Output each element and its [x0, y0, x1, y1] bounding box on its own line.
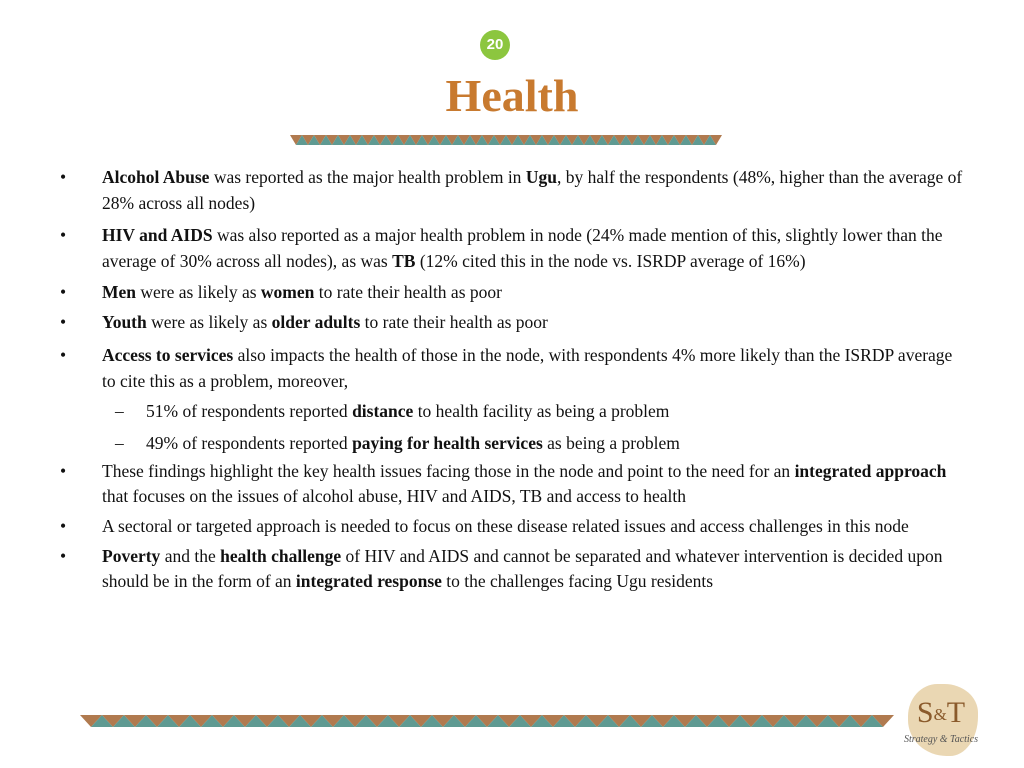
bullet-marker: • — [60, 461, 67, 481]
sub-bullet-paying: – 49% of respondents reported paying for health services as being a problem — [60, 430, 970, 456]
bullet-access-to-services: • Access to services also impacts the health of those in the node, with respondents 4% more likely than the ISRDP average to cite this as a problem, moreover, — [60, 342, 970, 394]
sub-bullet-distance: – 51% of respondents reported distance to health facility as being a problem — [60, 398, 970, 424]
decorative-triangle-band-bottom — [80, 715, 902, 729]
logo-mark: S&T — [916, 696, 966, 729]
alcohol-abuse-label: Alcohol Abuse — [102, 167, 210, 187]
bullet-sectoral-approach: • A sectoral or targeted approach is needed to focus on these disease related issues and access challenges in this node — [60, 514, 970, 539]
bullet-marker: • — [60, 167, 67, 187]
bullet-findings: • These findings highlight the key health issues facing those in the node and point to the need for an integrated approach that focuses on the issues of alcohol abuse, HIV and AIDS, TB and access to health — [60, 461, 947, 506]
slide-number-badge: 20 — [480, 30, 510, 60]
logo-tagline: Strategy & Tactics — [903, 734, 979, 745]
bullet-marker: • — [60, 312, 67, 332]
bullet-men: • Men were as likely as women to rate their health as poor — [60, 279, 970, 305]
bullet-marker: • — [60, 225, 67, 245]
bullet-marker: • — [60, 282, 67, 302]
bullet-youth: • Youth were as likely as older adults to rate their health as poor — [60, 309, 970, 335]
hiv-aids-label: HIV and AIDS — [102, 225, 213, 245]
dash-marker: – — [115, 401, 124, 421]
bullet-marker: • — [60, 345, 67, 365]
bullet-marker: • — [60, 546, 67, 566]
slide-title: Health — [445, 70, 579, 121]
bullet-marker: • — [60, 516, 67, 536]
bullet-alcohol-abuse: • Alcohol Abuse was reported as the major health problem in Ugu, by half the respondents (48%, higher than the average of 28% across all nodes) — [60, 164, 970, 216]
bullet-hiv-aids: • HIV and AIDS was also reported as a major health problem in node (24% made mention of this, slightly lower than the average of 30% across all nodes), as was TB (12% cited this in the node vs. ISRDP average of 16%) — [60, 222, 970, 274]
dash-marker: – — [115, 433, 124, 453]
company-logo — [886, 684, 996, 760]
slide-content — [60, 164, 970, 594]
bullet-poverty: • Poverty and the health challenge of HIV and AIDS and cannot be separated and whatever intervention is decided upon should be in the form of an integrated response to the challenges facing Ugu residents — [60, 546, 943, 591]
decorative-triangle-band-top — [290, 135, 726, 149]
